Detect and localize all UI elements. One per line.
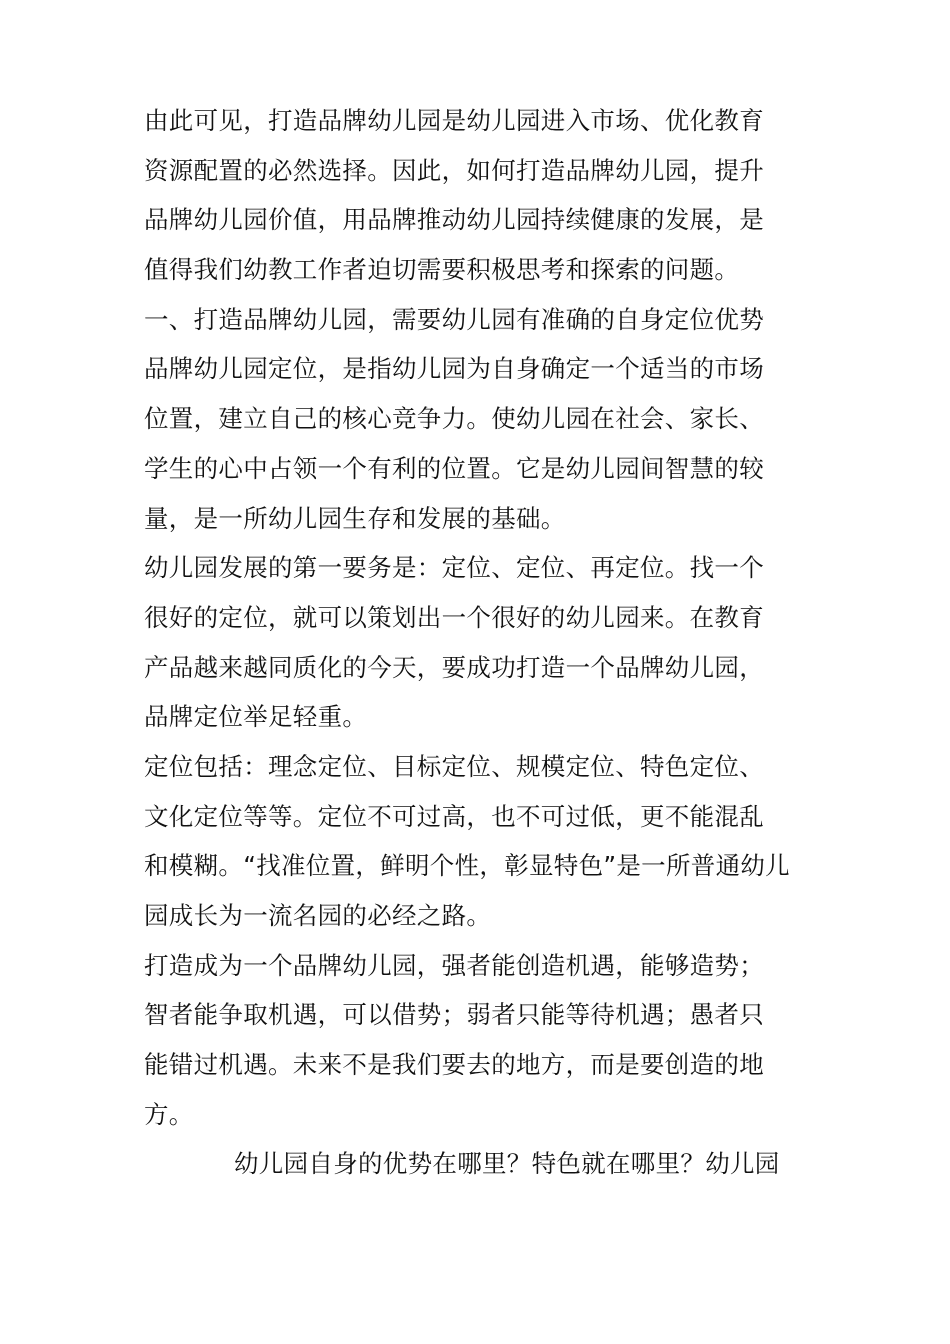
text-line: 方。 — [144, 1099, 194, 1129]
text-line: 幼儿园发展的第一要务是：定位、定位、再定位。找一个 — [144, 553, 764, 583]
text-line: 打造成为一个品牌幼儿园，强者能创造机遇，能够造势； — [144, 950, 764, 980]
text-line: 智者能争取机遇，可以借势；弱者只能等待机遇；愚者只 — [144, 1000, 764, 1030]
text-line: 值得我们幼教工作者迫切需要积极思考和探索的问题。 — [144, 255, 740, 285]
text-line: 能错过机遇。未来不是我们要去的地方，而是要创造的地 — [144, 1050, 764, 1080]
text-line: 由此可见，打造品牌幼儿园是幼儿园进入市场、优化教育 — [144, 106, 764, 135]
document-body — [144, 96, 824, 1189]
text-line: 品牌幼儿园定位，是指幼儿园为自身确定一个适当的市场 — [144, 354, 764, 384]
text-line: 学生的心中占领一个有利的位置。它是幼儿园间智慧的较 — [144, 453, 764, 483]
text-line: 品牌幼儿园价值，用品牌推动幼儿园持续健康的发展，是 — [144, 205, 764, 235]
text-line: 园成长为一流名园的必经之路。 — [144, 901, 492, 930]
text-line: 很好的定位，就可以策划出一个很好的幼儿园来。在教育 — [144, 602, 764, 632]
text-line: 位置，建立自己的核心竞争力。使幼儿园在社会、家长、 — [144, 404, 764, 434]
text-line: 资源配置的必然选择。因此，如何打造品牌幼儿园，提升 — [144, 155, 764, 185]
text-line: 定位包括：理念定位、目标定位、规模定位、特色定位、 — [144, 751, 764, 781]
text-line: 量，是一所幼儿园生存和发展的基础。 — [144, 503, 566, 533]
text-line: 和模糊。“找准位置，鲜明个性，彰显特色”是一所普通幼儿 — [144, 851, 790, 881]
text-line: 文化定位等等。定位不可过高，也不可过低，更不能混乱 — [144, 801, 764, 831]
text-line: 产品越来越同质化的今天，要成功打造一个品牌幼儿园， — [144, 652, 764, 682]
section-heading: 一、打造品牌幼儿园，需要幼儿园有准确的自身定位优势 — [144, 304, 764, 334]
text-line: 品牌定位举足轻重。 — [144, 702, 368, 732]
text-line-indented: 幼儿园自身的优势在哪里？特色就在哪里？幼儿园 — [234, 1149, 780, 1179]
